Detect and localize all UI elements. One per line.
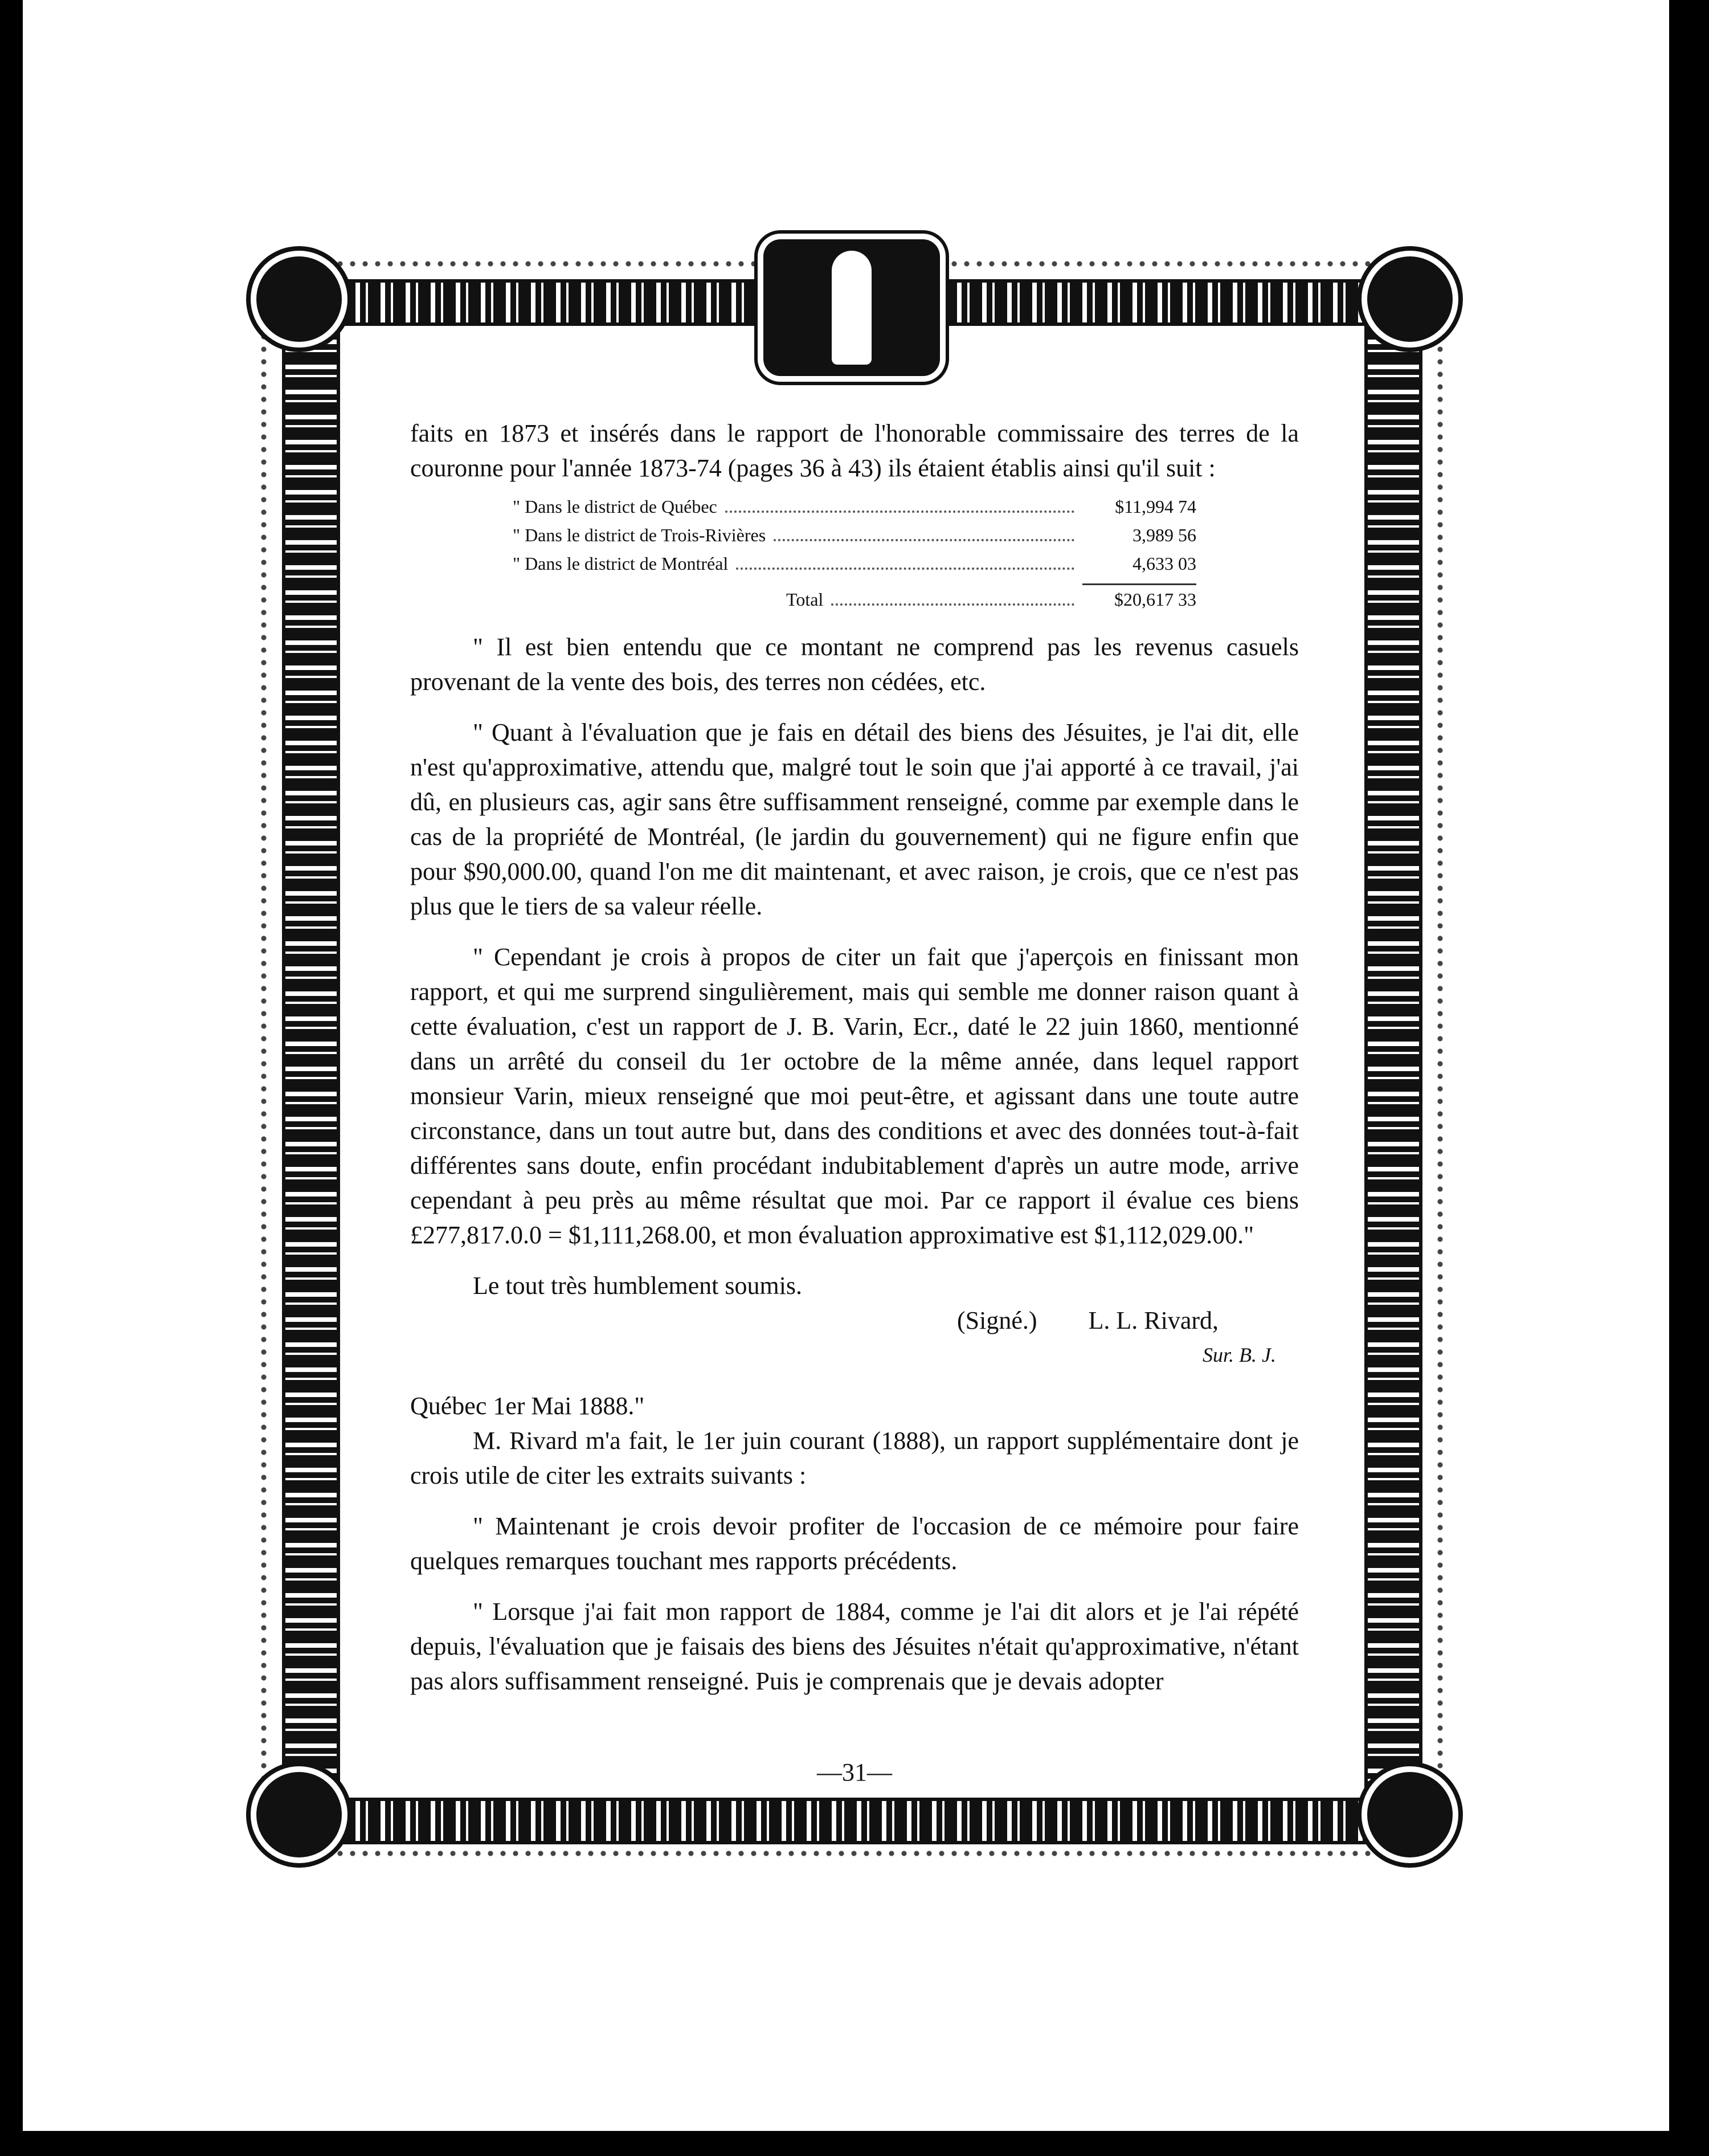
corner-ornament-icon (1367, 1772, 1453, 1857)
district-row (513, 492, 1196, 521)
medallion-ornament-icon (763, 239, 940, 376)
page-number: —31— (817, 1758, 892, 1786)
paragraph: " Cependant je crois à propos de citer un fait que j'aperçois en finissant mon rapport, et qui me surprend singulièrement, mais qui semble me donner raison quant à cette évaluation, c'est un rapport de J. B. Varin, Ecr., daté le 22 juin 1860, mentionné dans un arrêté du conseil du 1er octobre de la même année, dans lequel rapport monsieur Varin, mieux renseigné que moi peut-être, et agissant dans une toute autre circonstance, dans un tout autre but, dans des conditions et avec des données tout-à-fait différentes sans doute, enfin procédant indubitablement d'après un autre mode, arrive cependant à peu près au même résultat que moi. Par ce rapport il évalue ces biens £277,817.0.0 = $1,111,268.00, et mon évaluation approximative est $1,112,029.00." (410, 943, 1299, 1249)
paragraph: " Quant à l'évaluation que je fais en détail des biens des Jésuites, je l'ai dit, elle n'est qu'approximative, attendu que, malgré tout le soin que j'ai apporté à ce travail, j'ai dû, en plusieurs cas, agir sans être suffisamment renseigné, comme par exemple dans le cas de la propriété de Montréal, (le jardin du gouvernement) qui ne figure enfin que pour $90,000.00, quand l'on me dit maintenant, et avec raison, je crois, que ce n'est pas plus que le tiers de sa valeur réelle. (410, 718, 1299, 920)
district-list (513, 492, 1196, 614)
signer-title: Sur. B. J. (1203, 1344, 1276, 1366)
corner-ornament-icon (256, 1772, 342, 1857)
intro-paragraph: faits en 1873 et insérés dans le rapport de l'honorable commissaire des terres de la couronne pour l'année 1873-74 (pages 36 à 43) ils étaient établis ainsi qu'il suit : (410, 419, 1299, 482)
total-amount: $20,617 33 (1114, 589, 1196, 610)
place-date: Québec 1er Mai 1888." (410, 1392, 645, 1420)
scan-edge-right (1669, 0, 1709, 2156)
signature-line (410, 1303, 1299, 1338)
total-label: Total (786, 589, 824, 610)
corner-ornament-icon (256, 256, 342, 342)
district-label: " Dans le district de Québec (513, 496, 717, 517)
border-band-bottom (285, 1798, 1413, 1844)
paragraph: Le tout très humblement soumis. (473, 1272, 803, 1300)
border-dots-left (259, 330, 268, 1789)
district-amount: 4,633 03 (1132, 553, 1196, 574)
border-band-right (1364, 319, 1422, 1800)
district-label: " Dans le district de Montréal (513, 553, 729, 574)
paragraph: " Maintenant je crois devoir profiter de l'occasion de ce mémoire pour faire quelques remarques touchant mes rapports précédents. (410, 1512, 1299, 1575)
signed-label: (Signé.) (957, 1306, 1037, 1334)
scan-edge-bottom (0, 2133, 1709, 2156)
total-row (786, 585, 1196, 614)
border-band-left (282, 319, 340, 1800)
signer-name: L. L. Rivard, (1088, 1306, 1219, 1334)
district-amount: $11,994 74 (1115, 496, 1196, 517)
border-dots-right (1436, 330, 1445, 1789)
district-label: " Dans le district de Trois-Rivières (513, 525, 766, 545)
district-amount: 3,989 56 (1132, 525, 1196, 545)
paragraph: " Il est bien entendu que ce montant ne comprend pas les revenus casuels provenant de la vente des bois, des terres non cédées, etc. (410, 633, 1299, 696)
border-dots-bottom (296, 1849, 1401, 1858)
paragraph: " Lorsque j'ai fait mon rapport de 1884, comme je l'ai dit alors et je l'ai répété depuis, l'évaluation que je faisais des biens des Jésuites n'était qu'approximative, n'étant pas alors suffisamment renseigné. Puis je comprenais que je devais adopter (410, 1598, 1299, 1695)
corner-ornament-icon (1367, 256, 1453, 342)
paragraph: M. Rivard m'a fait, le 1er juin courant (1888), un rapport supplémentaire dont je crois utile de citer les extraits suivants : (410, 1427, 1299, 1489)
body-text (410, 416, 1299, 1698)
district-row (513, 549, 1196, 578)
district-row (513, 521, 1196, 549)
